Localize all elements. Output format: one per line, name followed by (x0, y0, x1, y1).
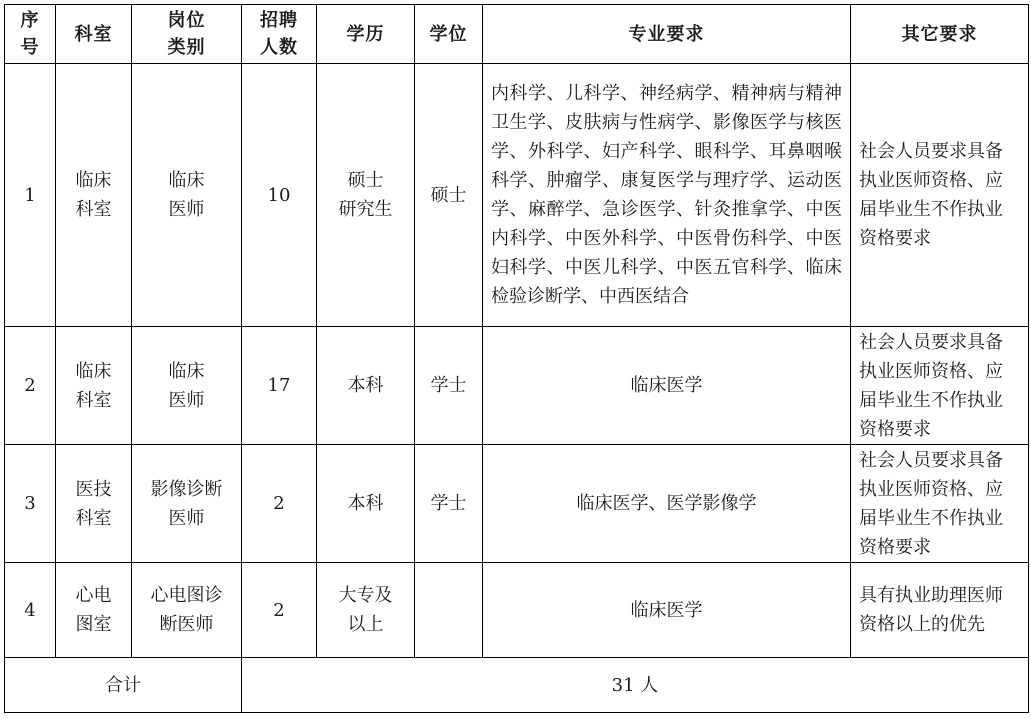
header-post: 岗位 类别 (132, 5, 242, 64)
cell-num: 2 (242, 445, 317, 563)
cell-edu: 硕士 研究生 (317, 64, 415, 327)
header-other: 其它要求 (851, 5, 1029, 64)
header-dept: 科室 (56, 5, 132, 64)
cell-dept: 心电 图室 (56, 563, 132, 658)
cell-post: 临床 医师 (132, 327, 242, 445)
cell-dept: 医技 科室 (56, 445, 132, 563)
cell-seq: 1 (5, 64, 56, 327)
cell-other: 社会人员要求具备执业医师资格、应届毕业生不作执业资格要求 (851, 327, 1029, 445)
header-edu: 学历 (317, 5, 415, 64)
cell-num: 17 (242, 327, 317, 445)
table-header-row (5, 5, 1029, 64)
cell-degree (415, 563, 483, 658)
cell-major: 内科学、儿科学、神经病学、精神病与精神卫生学、皮肤病与性病学、影像医学与核医学、外科学、妇产科学、眼科学、耳鼻咽喉科学、肿瘤学、康复医学与理疗学、运动医学、麻醉学、急诊医学、针灸推拿学、中医内科学、中医外科学、中医骨伤科学、中医妇科学、中医儿科学、中医五官科学、临床检验诊断学、中西医结合 (483, 64, 851, 327)
cell-other: 社会人员要求具备执业医师资格、应届毕业生不作执业资格要求 (851, 64, 1029, 327)
cell-degree: 学士 (415, 445, 483, 563)
total-label: 合计 (5, 658, 242, 713)
cell-major: 临床医学 (483, 563, 851, 658)
cell-dept: 临床 科室 (56, 327, 132, 445)
cell-major: 临床医学 (483, 327, 851, 445)
cell-dept: 临床 科室 (56, 64, 132, 327)
recruitment-table (4, 4, 1029, 713)
cell-degree: 学士 (415, 327, 483, 445)
cell-num: 10 (242, 64, 317, 327)
cell-major: 临床医学、医学影像学 (483, 445, 851, 563)
cell-post: 心电图诊 断医师 (132, 563, 242, 658)
cell-seq: 3 (5, 445, 56, 563)
cell-post: 影像诊断 医师 (132, 445, 242, 563)
cell-post: 临床 医师 (132, 64, 242, 327)
header-degree: 学位 (415, 5, 483, 64)
cell-num: 2 (242, 563, 317, 658)
table-row (5, 563, 1029, 658)
cell-other: 社会人员要求具备执业医师资格、应届毕业生不作执业资格要求 (851, 445, 1029, 563)
table-row (5, 327, 1029, 445)
total-row (5, 658, 1029, 713)
header-num: 招聘 人数 (242, 5, 317, 64)
cell-edu: 本科 (317, 445, 415, 563)
header-seq: 序 号 (5, 5, 56, 64)
cell-edu: 本科 (317, 327, 415, 445)
cell-degree: 硕士 (415, 64, 483, 327)
cell-edu: 大专及 以上 (317, 563, 415, 658)
header-major: 专业要求 (483, 5, 851, 64)
cell-seq: 4 (5, 563, 56, 658)
table-row (5, 445, 1029, 563)
cell-seq: 2 (5, 327, 56, 445)
cell-other: 具有执业助理医师资格以上的优先 (851, 563, 1029, 658)
table-row (5, 64, 1029, 327)
total-value: 31 人 (242, 658, 1029, 713)
